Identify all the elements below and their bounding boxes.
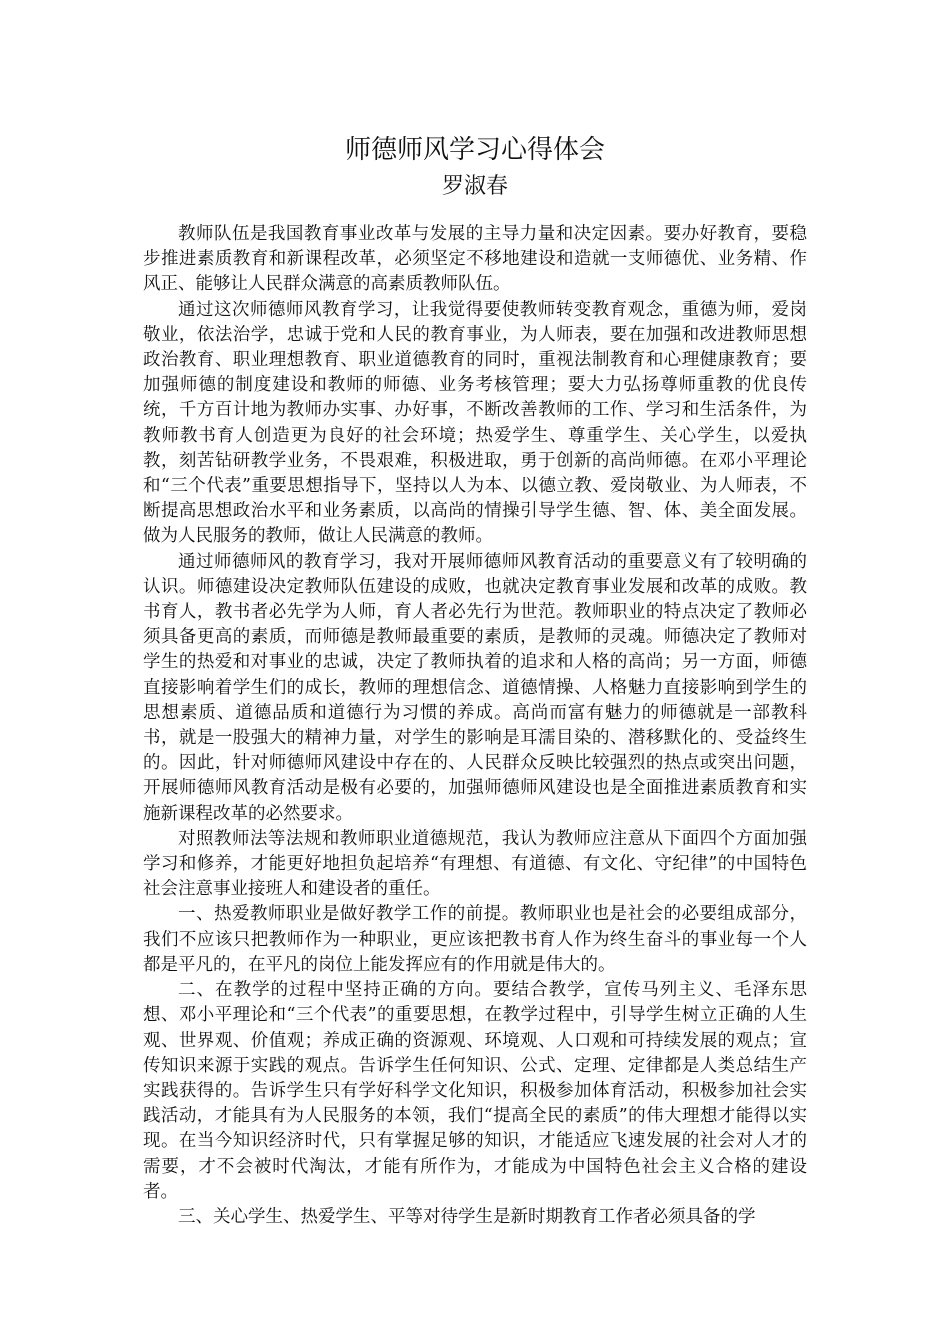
paragraph-1: 教师队伍是我国教育事业改革与发展的主导力量和决定因素。要办好教育，要稳步推进素质教育和新课程改革，必须坚定不移地建设和造就一支师德优、业务精、作风正、能够让人民群众满意的高素质教师队伍。 <box>143 224 807 295</box>
paragraph-4: 对照教师法等法规和教师职业道德规范，我认为教师应注意从下面四个方面加强学习和修养，才能更好地担负起培养“有理想、有道德、有文化、守纪律”的中国特色社会注意事业接班人和建设者的重任。 <box>143 828 807 900</box>
paragraph-2: 通过这次师德师风教育学习，让我觉得要使教师转变教育观念，重德为师，爱岗敬业，依法治学，忠诚于党和人民的教育事业，为人师表，要在加强和改进教师思想政治教育、职业理想教育、职业道德教育的同时，重视法制教育和心理健康教育；要加强师德的制度建设和教师的师德、业务考核管理；要大力弘扬尊师重教的优良传统，千方百计地为教师办实事、办好事，不断改善教师的工作、学习和生活条件，为教师教书育人创造更为良好的社会环境；热爱学生、尊重学生、关心学生，以爱执教，刻苦钻研教学业务，不畏艰难，积极进取，勇于创新的高尚师德。在邓小平理论和“三个代表”重要思想指导下，坚持以人为本、以德立教、爱岗敬业、为人师表，不断提高思想政治水平和业务素质，以高尚的情操引导学生德、智、体、美全面发展。做为人民服务的教师，做让人民满意的教师。 <box>143 299 807 547</box>
paragraph-7: 三、关心学生、热爱学生、平等对待学生是新时期教育工作者必须具备的学 <box>178 1206 756 1227</box>
document-body <box>143 222 807 1230</box>
paragraph-5: 一、热爱教师职业是做好教学工作的前提。教师职业也是社会的必要组成部分，我们不应该只把教师作为一种职业，更应该把教书育人作为终生奋斗的事业每一个人都是平凡的，在平凡的岗位上能发挥应有的作用就是伟大的。 <box>143 904 807 975</box>
paragraph-3: 通过师德师风的教育学习，我对开展师德师风教育活动的重要意义有了较明确的认识。师德建设决定教师队伍建设的成败，也就决定教育事业发展和改革的成败。教书育人，教书者必先学为人师，育人者必先行为世范。教师职业的特点决定了教师必须具备更高的素质，而师德是教师最重要的素质，是教师的灵魂。师德决定了教师对学生的热爱和对事业的忠诚，决定了教师执着的追求和人格的高尚；另一方面，师德直接影响着学生们的成长，教师的理想信念、道德情操、人格魅力直接影响到学生的思想素质、道德品质和道德行为习惯的养成。高尚而富有魅力的师德就是一部教科书，就是一股强大的精神力量，对学生的影响是耳濡目染的、潜移默化的、受益终生的。因此，针对师德师风建设中存在的、人民群众反映比较强烈的热点或突出问题，开展师德师风教育活动是极有必要的，加强师德师风建设也是全面推进素质教育和实施新课程改革的必然要求。 <box>143 551 807 824</box>
document-author: 罗淑春 <box>441 174 508 199</box>
paragraph-6: 二、在教学的过程中坚持正确的方向。要结合教学，宣传马列主义、毛泽东思想、邓小平理论和“三个代表”的重要思想，在教学过程中，引导学生树立正确的人生观、世界观、价值观；养成正确的资源观、环境观、人口观和可持续发展的观点；宣传知识来源于实践的观点。告诉学生任何知识、公式、定理、定律都是人类总结生产实践获得的。告诉学生只有学好科学文化知识，积极参加体育活动，积极参加社会实践活动，才能具有为人民服务的本领，我们“提高全民的素质”的伟大理想才能得以实现。在当今知识经济时代，只有掌握足够的知识，才能适应飞速发展的社会对人才的需要，才不会被时代淘汰，才能有所作为，才能成为中国特色社会主义合格的建设者。 <box>143 980 807 1202</box>
document-title: 师德师风学习心得体会 <box>344 135 605 165</box>
